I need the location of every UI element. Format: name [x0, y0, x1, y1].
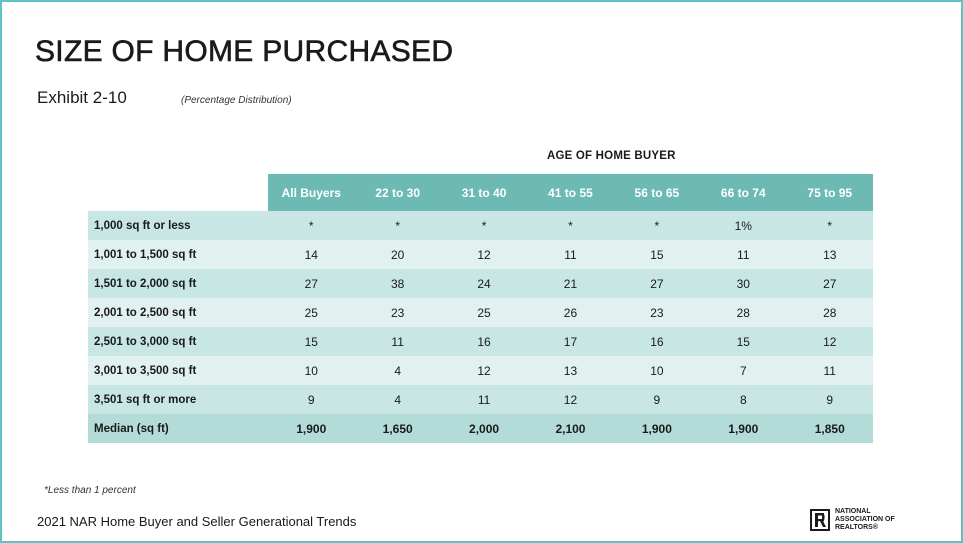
- table-cell: 13: [786, 240, 873, 269]
- table-cell: 15: [268, 327, 354, 356]
- table-cell: 17: [527, 327, 613, 356]
- table-row: [88, 356, 873, 385]
- table-row: [88, 298, 873, 327]
- table-cell: 11: [527, 240, 613, 269]
- table-cell: *: [268, 211, 354, 240]
- table-cell: 11: [786, 356, 873, 385]
- column-header: 41 to 55: [527, 174, 613, 211]
- table-cell: 21: [527, 269, 613, 298]
- table-cell: 2,100: [527, 414, 613, 443]
- table-cell: 26: [527, 298, 613, 327]
- table-cell: 12: [786, 327, 873, 356]
- table-row: [88, 211, 873, 240]
- table-cell: 16: [441, 327, 527, 356]
- row-label: Median (sq ft): [88, 414, 268, 443]
- table-cell: 25: [268, 298, 354, 327]
- exhibit-subtitle: (Percentage Distribution): [181, 95, 292, 106]
- table-cell: *: [441, 211, 527, 240]
- table-cell: 1,850: [786, 414, 873, 443]
- table-row: [88, 327, 873, 356]
- table-cell: 12: [441, 356, 527, 385]
- table-cell: 12: [441, 240, 527, 269]
- column-header: 22 to 30: [354, 174, 440, 211]
- row-label: 1,001 to 1,500 sq ft: [88, 240, 268, 269]
- table-row: [88, 240, 873, 269]
- column-header: All Buyers: [268, 174, 354, 211]
- row-label: 2,501 to 3,000 sq ft: [88, 327, 268, 356]
- table-row: [88, 385, 873, 414]
- table-cell: 20: [354, 240, 440, 269]
- table-cell: 8: [700, 385, 786, 414]
- row-label: 2,001 to 2,500 sq ft: [88, 298, 268, 327]
- table-cell: 28: [786, 298, 873, 327]
- table-cell: 15: [614, 240, 700, 269]
- table-cell: 25: [441, 298, 527, 327]
- column-header: 31 to 40: [441, 174, 527, 211]
- table-cell: 27: [786, 269, 873, 298]
- table-cell: 1%: [700, 211, 786, 240]
- table-cell: 24: [441, 269, 527, 298]
- table-cell: 16: [614, 327, 700, 356]
- column-header: 66 to 74: [700, 174, 786, 211]
- footnote: *Less than 1 percent: [44, 485, 136, 496]
- table-cell: 11: [700, 240, 786, 269]
- table-cell: 1,900: [614, 414, 700, 443]
- table-cell: 1,900: [700, 414, 786, 443]
- table-cell: 23: [614, 298, 700, 327]
- exhibit-label: Exhibit 2-10: [37, 88, 127, 107]
- row-label: 3,501 sq ft or more: [88, 385, 268, 414]
- table-cell: 28: [700, 298, 786, 327]
- table-cell: 11: [354, 327, 440, 356]
- table-cell: 4: [354, 385, 440, 414]
- table-cell: *: [786, 211, 873, 240]
- table-cell: 30: [700, 269, 786, 298]
- table-cell: 11: [441, 385, 527, 414]
- table-cell: 1,900: [268, 414, 354, 443]
- table-cell: 7: [700, 356, 786, 385]
- age-group-header: AGE OF HOME BUYER: [547, 150, 676, 162]
- table-cell: 9: [786, 385, 873, 414]
- table-cell: *: [354, 211, 440, 240]
- logo-line: NATIONAL: [835, 508, 871, 515]
- table-cell: 9: [614, 385, 700, 414]
- table-cell: 10: [614, 356, 700, 385]
- footer-source: 2021 NAR Home Buyer and Seller Generational Trends: [37, 514, 357, 529]
- logo-line: ASSOCIATION OF: [835, 516, 895, 523]
- nar-logo: [810, 508, 895, 532]
- page-title: SIZE OF HOME PURCHASED: [35, 35, 454, 68]
- row-label: 1,000 sq ft or less: [88, 211, 268, 240]
- table-cell: 27: [268, 269, 354, 298]
- table-cell: *: [527, 211, 613, 240]
- logo-line: REALTORS®: [835, 524, 879, 531]
- row-label: 1,501 to 2,000 sq ft: [88, 269, 268, 298]
- table-header-row: [88, 174, 873, 211]
- table-cell: 14: [268, 240, 354, 269]
- table-cell: 10: [268, 356, 354, 385]
- size-of-home-table: [88, 174, 873, 443]
- table-cell: 2,000: [441, 414, 527, 443]
- table-corner: [88, 174, 268, 211]
- table-row: [88, 269, 873, 298]
- row-label: 3,001 to 3,500 sq ft: [88, 356, 268, 385]
- table-cell: 13: [527, 356, 613, 385]
- table-cell: 38: [354, 269, 440, 298]
- table-cell: *: [614, 211, 700, 240]
- table-cell: 1,650: [354, 414, 440, 443]
- table-cell: 4: [354, 356, 440, 385]
- column-header: 75 to 95: [786, 174, 873, 211]
- table-cell: 23: [354, 298, 440, 327]
- table-cell: 27: [614, 269, 700, 298]
- table-cell: 9: [268, 385, 354, 414]
- nar-r-logo-icon: [810, 509, 830, 531]
- table-cell: 15: [700, 327, 786, 356]
- median-row: [88, 414, 873, 443]
- column-header: 56 to 65: [614, 174, 700, 211]
- nar-logo-text: [835, 508, 895, 532]
- table-cell: 12: [527, 385, 613, 414]
